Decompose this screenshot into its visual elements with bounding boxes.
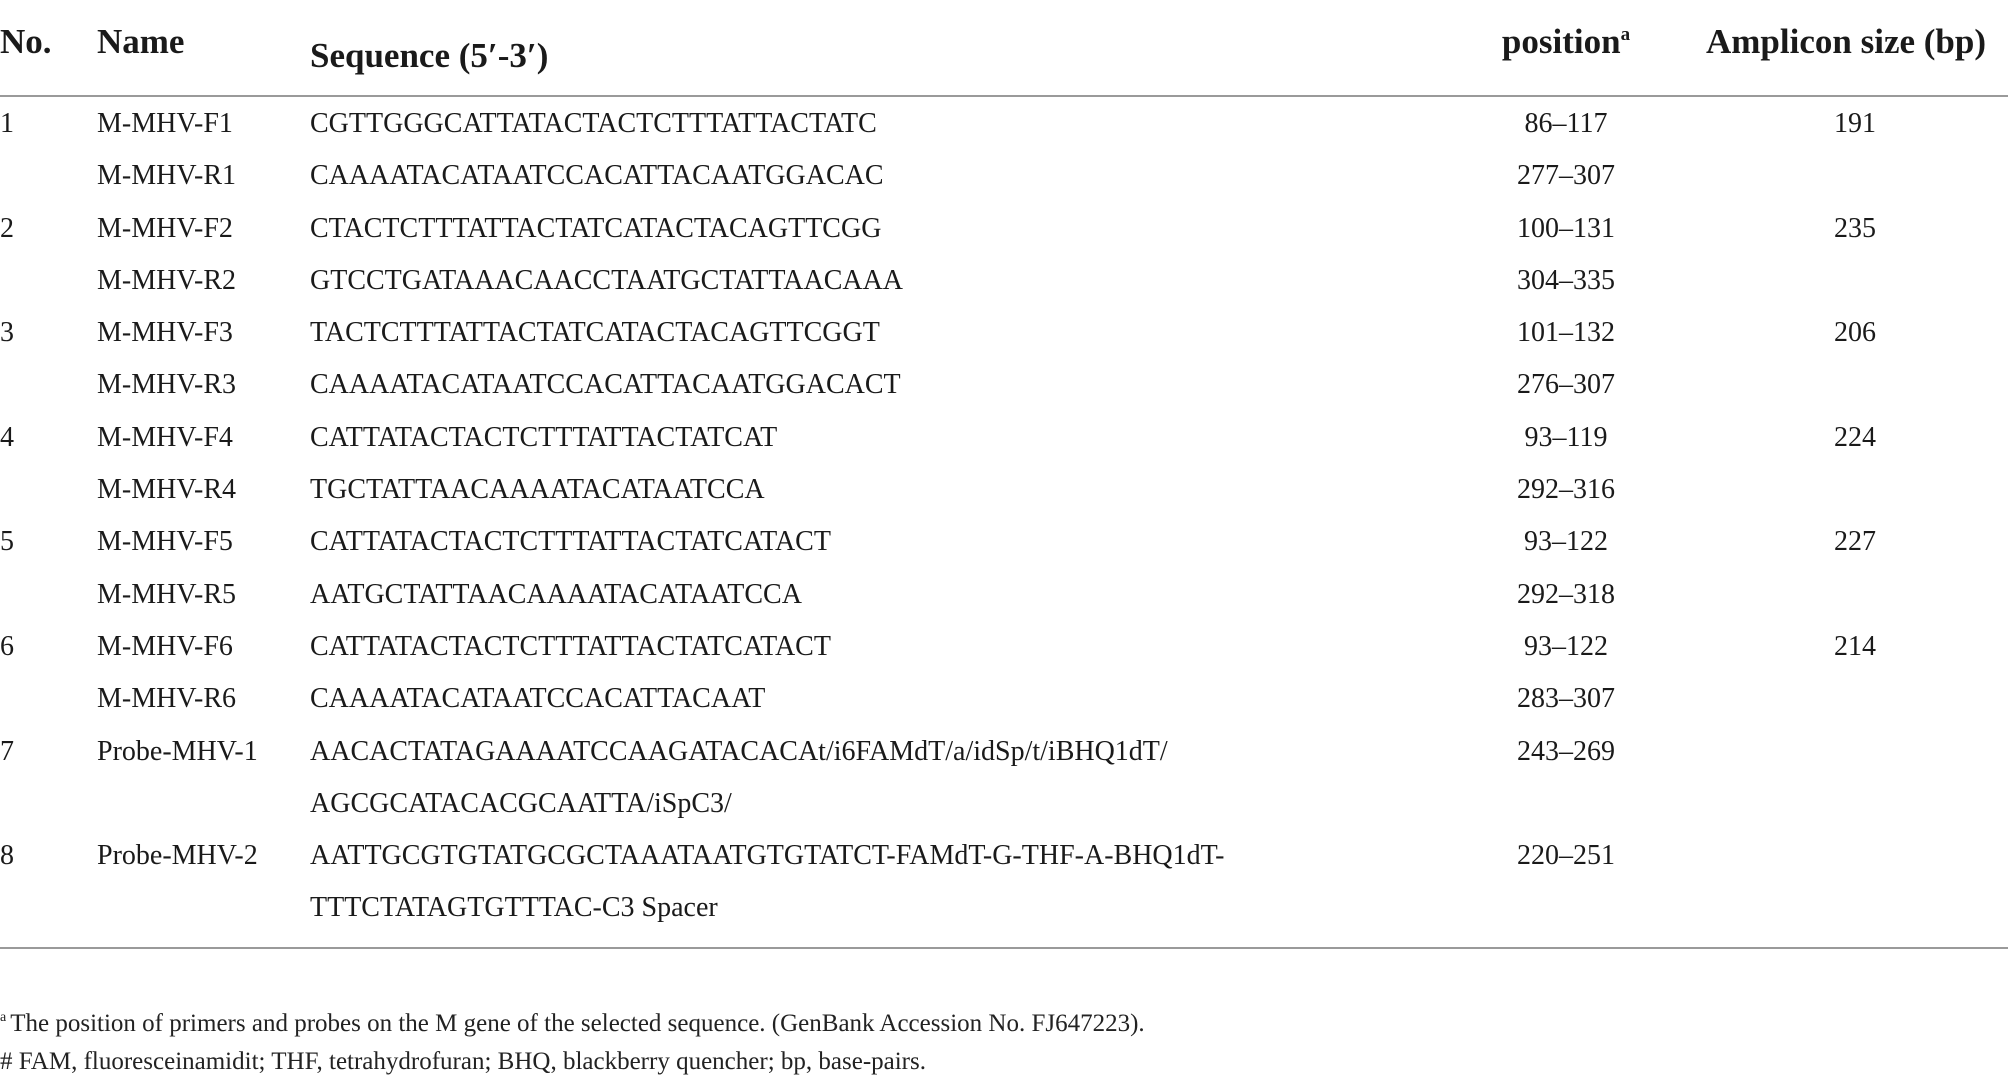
cell-sequence: GTCCTGATAAACAACCTAATGCTATTAACAAA (310, 264, 904, 296)
cell-sequence: CATTATACTACTCTTTATTACTATCATACT (310, 630, 831, 662)
cell-position: 276–307 (1517, 369, 1615, 401)
cell-position: 100–131 (1517, 212, 1615, 244)
table-row (0, 414, 2008, 466)
cell-sequence: CATTATACTACTCTTTATTACTATCAT (310, 421, 778, 453)
cell-sequence: CAAAATACATAATCCACATTACAATGGACACT (310, 369, 901, 401)
table-bottom-rule (0, 947, 2008, 949)
footnote-marker: a (0, 1010, 7, 1025)
table-body (0, 100, 2008, 937)
cell-amplicon-size: 191 (1834, 108, 1876, 139)
cell-no: 4 (0, 421, 14, 453)
table-row (0, 257, 2008, 309)
cell-no: 1 (0, 108, 14, 139)
cell-sequence: CAAAATACATAATCCACATTACAATGGACAC (310, 160, 884, 192)
cell-sequence: AATGCTATTAACAAAATACATAATCCA (310, 578, 802, 610)
cell-amplicon-size: 235 (1834, 212, 1876, 244)
header-rule (0, 95, 2008, 97)
header-name: Name (97, 22, 185, 61)
cell-position: 304–335 (1517, 264, 1615, 296)
cell-position: 277–307 (1517, 160, 1615, 192)
cell-position: 292–316 (1517, 474, 1615, 506)
cell-sequence: CAAAATACATAATCCACATTACAAT (310, 683, 766, 715)
cell-position: 243–269 (1517, 735, 1615, 767)
cell-name: Probe-MHV-1 (97, 735, 258, 767)
table-row (0, 361, 2008, 413)
cell-no: 2 (0, 212, 14, 244)
cell-name: M-MHV-F6 (97, 630, 233, 662)
cell-no: 7 (0, 735, 14, 767)
cell-name: M-MHV-R1 (97, 160, 236, 192)
cell-name: M-MHV-F5 (97, 526, 233, 558)
cell-name: M-MHV-F2 (97, 212, 233, 244)
cell-amplicon-size: 206 (1834, 317, 1876, 349)
cell-position: 292–318 (1517, 578, 1615, 610)
table-row (0, 728, 2008, 780)
table-footnotes (0, 1010, 1145, 1086)
cell-sequence: CATTATACTACTCTTTATTACTATCATACT (310, 526, 831, 558)
cell-name: M-MHV-F1 (97, 108, 233, 139)
table-row (0, 100, 2008, 152)
header-no: No. (0, 22, 52, 61)
cell-position: 220–251 (1517, 840, 1615, 872)
footnote-text: # FAM, fluoresceinamidit; THF, tetrahydrofuran; BHQ, blackberry quencher; bp, base-pairs. (0, 1048, 926, 1075)
cell-no: 5 (0, 526, 14, 558)
cell-name: M-MHV-R2 (97, 264, 236, 296)
table-row (0, 518, 2008, 570)
table-row (0, 675, 2008, 727)
cell-amplicon-size: 227 (1834, 526, 1876, 558)
cell-name: M-MHV-F4 (97, 421, 233, 453)
cell-sequence: AACACTATAGAAAATCCAAGATACACAt/i6FAMdT/a/idSp/t/iBHQ1dT/ (310, 735, 1168, 767)
table-row (0, 571, 2008, 623)
header-position-footnote-marker: a (1620, 24, 1631, 45)
table-row (0, 780, 2008, 832)
cell-amplicon-size: 214 (1834, 630, 1876, 662)
footnote (0, 1048, 1145, 1086)
cell-position: 283–307 (1517, 683, 1615, 715)
table-row (0, 832, 2008, 884)
cell-name: Probe-MHV-2 (97, 840, 258, 872)
cell-sequence: TTTCTATAGTGTTTAC-C3 Spacer (310, 892, 718, 924)
table-header (0, 0, 2008, 96)
header-position-label: position (1501, 22, 1621, 61)
cell-position: 101–132 (1517, 317, 1615, 349)
cell-name: M-MHV-R4 (97, 474, 236, 506)
table-row (0, 884, 2008, 936)
cell-sequence: TACTCTTTATTACTATCATACTACAGTTCGGT (310, 317, 880, 349)
table-row (0, 309, 2008, 361)
cell-sequence: CTACTCTTTATTACTATCATACTACAGTTCGG (310, 212, 882, 244)
header-sequence: Sequence (5′-3′) (310, 36, 549, 75)
cell-name: M-MHV-F3 (97, 317, 233, 349)
cell-amplicon-size: 224 (1834, 421, 1876, 453)
table-row (0, 205, 2008, 257)
cell-sequence: TGCTATTAACAAAATACATAATCCA (310, 474, 765, 506)
footnote (0, 1010, 1145, 1048)
cell-sequence: AATTGCGTGTATGCGCTAAATAATGTGTATCT-FAMdT-G-THF-A-BHQ1dT- (310, 840, 1225, 872)
cell-no: 6 (0, 630, 14, 662)
cell-position: 93–122 (1524, 630, 1608, 662)
table-row (0, 152, 2008, 204)
cell-sequence: AGCGCATACACGCAATTA/iSpC3/ (310, 787, 732, 819)
table-row (0, 466, 2008, 518)
cell-position: 86–117 (1524, 108, 1608, 139)
cell-no: 8 (0, 840, 14, 872)
cell-name: M-MHV-R6 (97, 683, 236, 715)
cell-name: M-MHV-R3 (97, 369, 236, 401)
cell-name: M-MHV-R5 (97, 578, 236, 610)
cell-sequence: CGTTGGGCATTATACTACTCTTTATTACTATC (310, 108, 877, 139)
header-position (1456, 22, 1676, 62)
cell-position: 93–122 (1524, 526, 1608, 558)
footnote-text: The position of primers and probes on the M gene of the selected sequence. (GenBank Accession No. FJ647223). (10, 1010, 1145, 1037)
cell-position: 93–119 (1524, 421, 1608, 453)
header-amplicon-size: Amplicon size (bp) (1706, 22, 1986, 61)
table-row (0, 623, 2008, 675)
cell-no: 3 (0, 317, 14, 349)
